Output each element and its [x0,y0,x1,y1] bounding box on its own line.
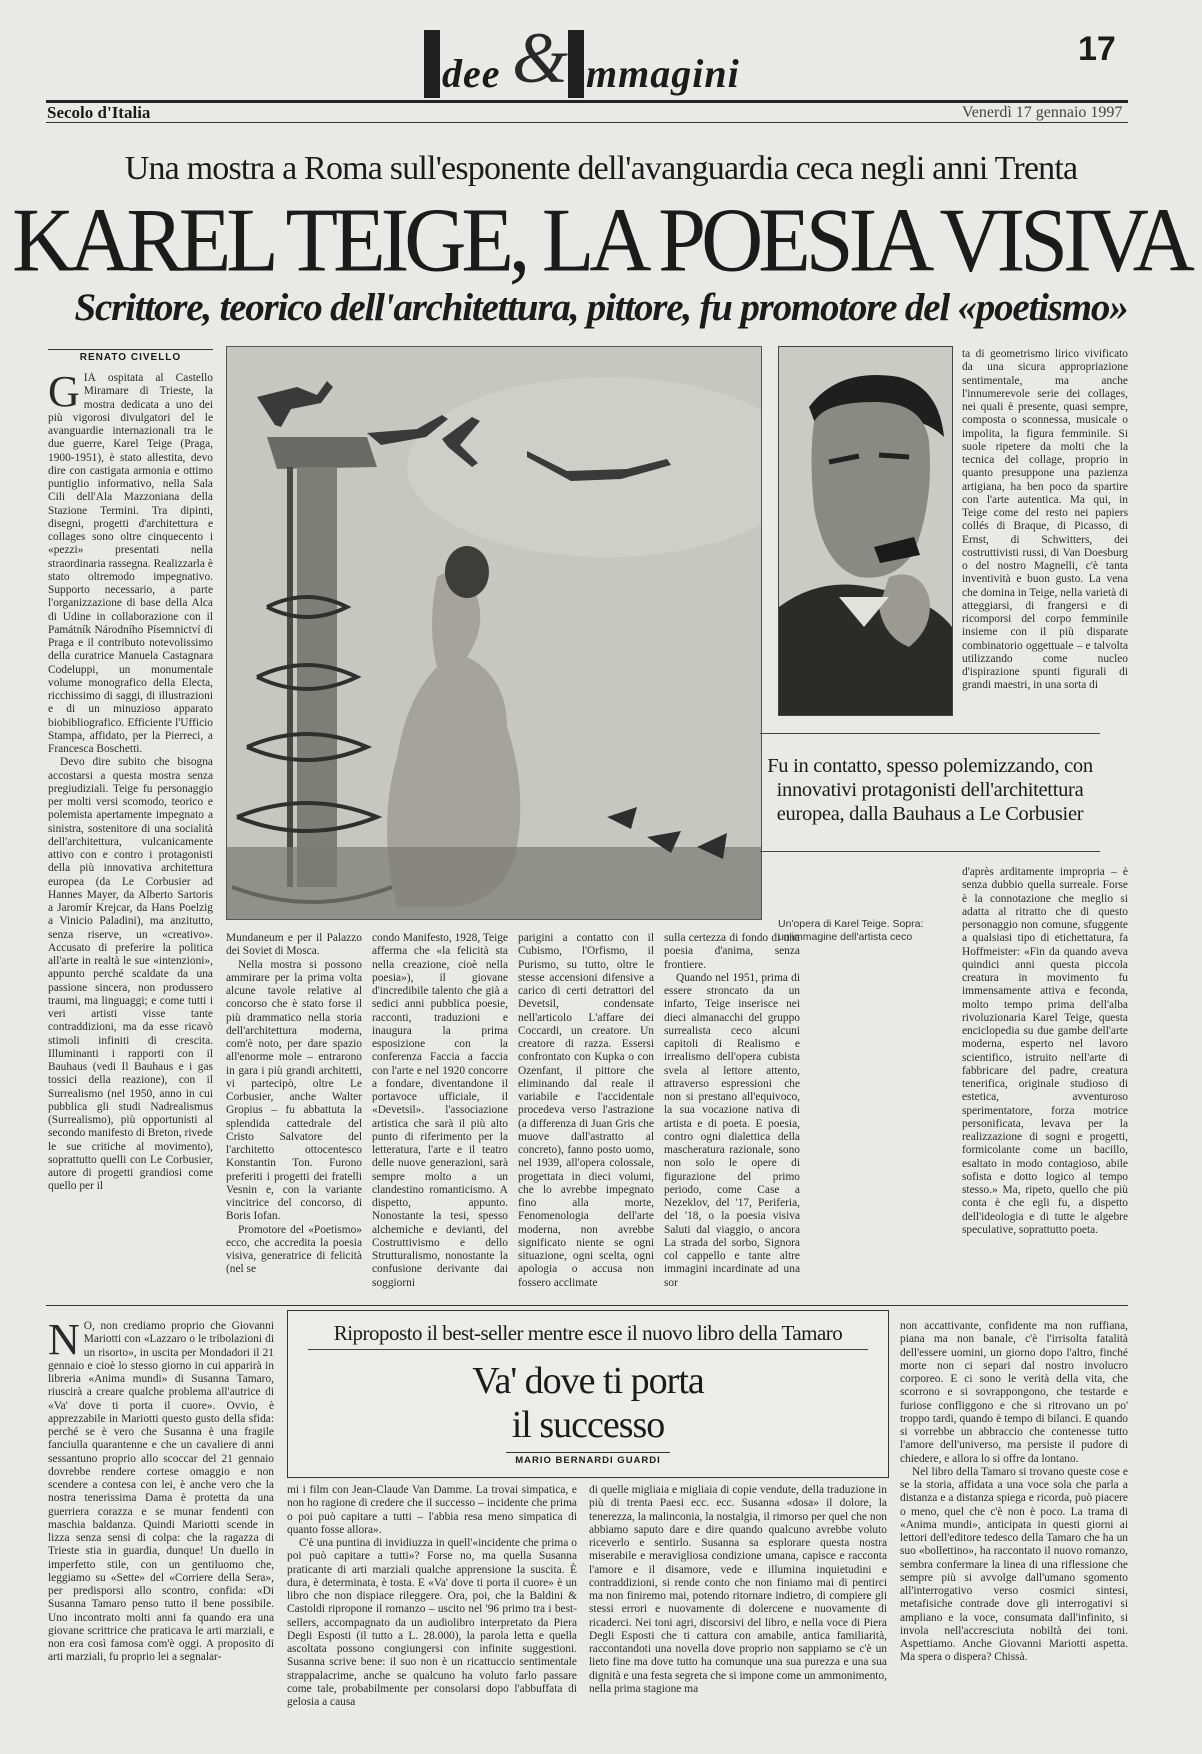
bottom-article-title-box [287,1310,889,1478]
section-ampersand: & [512,18,569,98]
image-caption: Un'opera di Karel Teige. Sopra: un'immagine dell'artista ceco [778,918,924,943]
section-title [420,20,760,100]
newspaper-name: Secolo d'Italia [47,103,151,122]
page-number: 17 [1078,30,1116,68]
masthead-rule-thin [46,122,1128,123]
article-paragraph: Mundaneum e per il Palazzo dei Soviet di Mosca. [226,932,362,958]
article-paragraph: non accattivante, confidente ma non ruffiana, piana ma non banale, c'è l'irrisolta fatalità dell'essere uomini, un giorno dopo l'altro, finché morte non ci separi dal nostro involucro corporeo. E ci sono le verità della vita, che scorrono e si sovrappongono, che testarde e furiose confliggono e che si ritrovano un po' troppo tardi, quando è tempo di bilanci. E quando si vorrebbe un abbraccio che contenesse tutto l'amore dell'universo, ma persiste il pudore di chiedere, e allora lo si offre da lontano. [900,1320,1128,1465]
section-title-bar-2 [568,30,584,98]
article-paragraph: ta di geometrismo lirico vivificato da una sicura appropriazione sentimentale, ma anche l'innumerevole serie dei collages, nei quali è presente, quasi sempre, composta o sconnessa, musicale o impolita, la figura femminile. Si suole ripetere da molti che la tecnica del collage, proprio in quanto presuppone una pazienza artigiana, ha ben poco da spartire con l'arte autentica. Ma qui, in Teige come del resto nei papiers collés di Braque, di Picasso, di Ernst, di Schwitters, dei costruttivisti russi, di Van Doesburg o del nostro Magnelli, c'è tanta inventività e buon gusto. La vena che domina in Teige, nella varietà di atteggiarsi, di frangersi e di ricomporsi del corpo femminile insieme con il più disparate combinatorio oggettuale – e talvolta utilizzando come nucleo d'ispirazione spunti figurali di grandi maestri, in una sorta di [962,348,1128,692]
collage-illustration [227,347,761,919]
bottom-article-title-line: Va' dove ti porta [472,1360,704,1402]
article-paragraph: Quando nel 1951, prima di essere stroncato da un infarto, Teige inserisce nei dieci almanacchi del gruppo surrealista ceco alcuni capitoli di Realismo e irrealismo dell'opera cubista svela al lettore attento, attraverso espressioni che non si prestano all'equivoco, la sua vocazione nativa di artista e di poeta. E poesia, contro ogni dialettica della mascheratura razionale, sono non solo le opere di figurazione del primo periodo, come Case a Nezeklov, del '17, Periferia, del '18, o la poesia visiva Saluti dal viaggio, o ancora La strada del sorbo, Signora col cappello e tante altre immagini incardinate ad una sor [664,971,800,1289]
pullquote-rule [760,851,1100,852]
section-divider [46,1305,1128,1306]
article-paragraph: condo Manifesto, 1928, Teige afferma che «la felicità sta nella creazione, cioè nella poesia»), il giovane d'incredibile talento che già a sedici anni pubblica poesie, racconti, traduzioni e inaugura la prima esposizione con la conferenza Faccia a faccia con l'arte e nel 1920 concorre a fondare, diventandone il portavoce ufficiale, il «Devetsil». l'associazione artistica che sarà il più alto punto di riferimento per la letteratura, l'arte e il teatro delle nuove generazioni, sarà sempre molto a un clandestino romanticismo. A dispetto, appunto. Nonostante la tesi, spesso alchemiche e devianti, del Costruttivismo e dello Strutturalismo, nonostante la confusione derivante dai soggiorni [372,932,508,1289]
pullquote: Fu in contatto, spesso polemizzando, con innovativi protagonisti dell'architettura europea, dalla Bauhaus a Le Corbusier [767,755,1093,825]
article-paragraph: Devo dire subito che bisogna accostarsi a questa mostra senza pregiudiziali. Teige fu personaggio per molti versi scomodo, teorico e polemista apertamente impegnato a sinistra, sostenitore di una socialità dell'architettura, vulcanicamente attivo con e contro i protagonisti della più innovativa architettura europea (da Le Corbusier ad Hannes Mayer, da Alberto Sartoris a Jaromír Krejcar, da Hans Poelzig a Vinicio Paladini), ma anzitutto, senza riserve, un «creativo». Accusato di preferire la politica all'arte in realtà le sue «intenzioni», appunto perché scaldate da una passione sincera, non produssero traumi, ma linguaggi; e come tutti i veri artisti visse tante contraddizioni, ma da esse ricavò stimoli infiniti di crescita. Illuminanti i rapporti con il Bauhaus (vedi Il Bauhaus e i gas tossici della reazione), con il Surrealismo (nel 1950, anno in cui pubblica gli studi Nadrealismus (Surrealismo), più opportunisti al secondo manifesto di Breton, rivede le sue critiche al movimento), soprattutto quelli con Le Corbusier, autore di progetti grandiosi come quello per il [48,756,213,1193]
bottom-article-kicker: Riproposto il best-seller mentre esce il nuovo libro della Tamaro [333,1321,843,1345]
article-headline: KAREL TEIGE, LA POESIA VISIVA [12,189,1190,291]
issue-date: Venerdì 17 gennaio 1997 [962,104,1123,121]
dropcap: N [48,1320,80,1364]
article-column-4 [518,932,654,1292]
bottom-article-title-line: il successo [511,1404,665,1446]
article-paragraph: di quelle migliaia e migliaia di copie vendute, della traduzione in più di trenta Paesi ecc. ecc. Susanna «dosa» il dolore, la tenerezza, la malinconia, la nostalgia, il rimorso per quel che non abbiamo saputo dare e dire quando qualcuno avrebbe voluto riceverlo e sentirlo. Susanna sa esplorare questa nostra miserabile e meravigliosa condizione umana, capisce e racconta l'amore e il disamore, vede e illumina inquietudini e contraddizioni, si rende conto che non finiamo mai di pentirci ma non finiremo mai, potendo ritornare indietro, di compiere gli stessi errori e nuovamente di dolercene e nuovamente di ricaderci. Nei toni agri, discorsivi del libro, e nella voce di Piera Degli Esposti che ti cattura con amabile, antica familiarità, raccontandoti una novella dove proprio non sappiamo se c'è un lieto fine ma dove tutto ha comunque una sua purezza e una sua dignità e una festa segreta che si impone come un ammonimento, nella prima stagione ma [589,1484,887,1695]
article-paragraph: Promotore del «Poetismo» ecco, che accredita la poesia visiva, generatrice di felicità (nel se [226,1223,362,1276]
article-column-3 [372,932,508,1292]
article-paragraph: O, non crediamo proprio che Giovanni Mariotti con «Lazzaro o le tribolazioni di un risorto», in uscita per Mondadori il 21 gennaio e cioè lo stesso giorno in cui apparirà in libreria «Anima mundi» di Susanna Tamaro, riuscirà a creare qualche problema all'autrice di «Va' dove ti porta il cuore». Ovvio, è apprezzabile in Mariotti questo gusto della sfida: perché se è vero che Susanna è una fragile fanciulla quarantenne e che un cavaliere di anni sessantuno proprio allo scoccar del 21 gennaio dovrebbe rendere cortese omaggio e non scendere a contesa con lei, è anche vero che la nostra tenerissima Dama è protetta da una guerriera corazza e se munar fendenti con maschia baldanza. Quindi Mariotti scende in lizza senza sensi di colpa: che la ragazza di Trieste stia in guardia, dunque! Un duello in imperfetto stile, con un gentiluomo che, leggiamo su «Sette» del «Corriere della Sera», per predisporsi allo scontro, confida: «Di Susanna Tamaro penso tutto il bene possibile. Uno incontrato molti anni fa quando era una giovane scrittrice che praticava le arti marziali, e non era così famosa com'è oggi. A proposito di arti marziali, fu proprio lei a segnalar- [48,1320,274,1664]
section-title-bar [424,30,440,98]
article-paragraph: sulla certezza di fondo di una poesia d'anima, senza frontiere. [664,932,800,971]
article-column-1 [48,372,213,1302]
article-column-6 [962,348,1128,714]
bottom-article-title [288,1359,888,1447]
box-rule [308,1349,868,1350]
article-paragraph: Nella mostra si possono ammirare per la prima volta alcune tavole relative al concorso che è stato forse il più drammatico nella storia dell'architettura moderna, com'è noto, per dare spazio all'enorme mole – entrarono in gara i più grandi architetti, vi partecipò, oltre Le Corbusier, anche Walter Gropius – fu abbattuta la splendida cattedrale del Cristo Salvatore del l'architetto ottocentesco Konstantin Ton. Furono preferiti i progetti dei fratelli Vesnin e, con la variante vincitrice del concorso, di Boris Iofan. [226,958,362,1223]
article-byline: RENATO CIVELLO [48,349,213,363]
article-paragraph: mi i film con Jean-Claude Van Damme. La trovai simpatica, e non ho ragione di credere che il successo – incidente che prima o poi può capitare a tutti – l'abbia resa meno simpatica di quanto fosse allora». [287,1484,577,1536]
portrait-illustration [779,347,952,715]
bottom-column-3 [589,1484,887,1746]
article-paragraph: Nel libro della Tamaro si trovano queste cose e se la storia, affidata a una voce sola che parla a distanza e a distanza spiega e ricorda, può piacere o meno, quel che c'è non è poco. La trama di «Anima mundi», anticipata in questi giorni ai lettori dell'editore tedesco della Tamaro che ha un suo «bollettino», ha raccontato il nuovo romanzo, sembra confermare la linea di una riflessione che sempre più si avvolge dall'umano sgomento all'interrogativo verso cosmici sintesi, metafisiche contrade dove gli interrogativi si ampliano e la voce, consumata dall'infinito, si invola nell'accresciuta nobiltà dei toni. Aspettiamo. Anche Giovanni Mariotti aspetta. Ma spera o dispera? Chissà. [900,1465,1128,1664]
article-column-2 [226,932,362,1292]
masthead-rule [46,100,1128,103]
article-kicker: Una mostra a Roma sull'esponente dell'avanguardia ceca negli anni Trenta [124,150,1078,187]
article-paragraph: d'après arditamente impropria – è senza dubbio quella surreale. Forse è la connotazione che meglio si adatta al ritratto che di questo personaggio non comune, sfuggente a qualsiasi tipo di etichettatura, fa Hoffmeister: «Fin da quando aveva quindici anni questa piccola creatura in movimento fu immensamente attiva e feconda, molto tempo prima dell'alba rivoluzionaria Karel Teige, questa enciclopedia su due gambe dell'arte moderna, esperto nel lavoro scientifico, istruito nell'arte di fabbricare del padre, creatura tenerifica, originale studioso di estetica, avventuroso sperimentatore, forza motrice personificata, levava per la realizzazione di sogni e progetti, formicolante come un bacillo, esaltato in modo contagioso, abile sofista e dotto logico al tempo stesso.» Ma, ripeto, quello che più conta è che egli fu, a dispetto dell'ideologia e di tutte le algebre speculative, soprattutto poeta. [962,866,1128,1236]
article-paragraph: parigini a contatto con il Cubismo, l'Orfismo, il Purismo, su tutto, oltre le stesse accensioni difensive a carico di certi detrattori del Devetsil, condensate nell'articolo L'affare dei Coccardi, un creatore. Un creatore di razza. Essersi confrontato con Kupka o con Ozenfant, il pittore che eliminando dal reale il variabile e l'accidentale procedeva verso l'astrazione (a differenza di Juan Gris che muove dall'astratto al concreto), fanno posto uomo, nel 1939, all'opera colossale, progettata in dieci volumi, che lo avrebbe impegnato fino alla morte, Fenomenologia dell'arte moderna, non avrebbe significato niente se ogni situazione, ogni scelta, ogni apologia o accusa non fossero acclimate [518,932,654,1289]
karel-teige-portrait [778,346,953,716]
dropcap: G [48,372,80,416]
bottom-article-byline: MARIO BERNARDI GUARDI [506,1452,670,1466]
article-column-6b [962,866,1128,1276]
bottom-column-1 [48,1320,274,1746]
article-paragraph: IÀ ospitata al Castello Miramare di Trieste, la mostra dedicata a uno dei più vigorosi divulgatori del le avanguardie internazionali tra le due guerre, Karel Teige (Praga, 1900-1951), è stato allestita, devo dire con castigata armonia e ottimo puntiglio informativo, nella Sala Cili dell'Ala Mazzoniana della Stazione Termini. Tra dipinti, disegni, progetti d'architettura e collages sono oltre cinquecento i «pezzi» presentati nella straordinaria rassegna. Realizzarla è stato oltremodo impegnativo. Supporto necessario, a parte l'organizzazione di base della Alca di Udine in collaborazione con il Památník Národního Písemnictví di Praga e il contributo notevolissimo della curatrice Manuela Castagnara Codeluppi, un monumentale volume monografico della Electa, ricchissimo di saggi, di illustrazioni e di un minuzioso apparato biobibliografico. Efficiente l'Ufficio Stampa, affidato, per la Pierreci, a Francesca Boschetti. [48,372,213,755]
section-word-dee: dee [442,51,501,96]
teige-collage-image [226,346,762,920]
bottom-column-4 [900,1320,1128,1746]
section-word-immagini: mmagini [586,51,740,96]
article-column-5 [664,932,800,1292]
bottom-column-2 [287,1484,577,1746]
article-subheadline: Scrittore, teorico dell'architettura, pittore, fu promotore del «poetismo» [74,286,1128,329]
pullquote-rule [760,733,1100,734]
article-paragraph: C'è una puntina di invidiuzza in quell'«incidente che prima o poi può capitare a tutti»? Forse no, ma quella Susanna praticante di arti marziali qualche apprensione la suscita. È dura, è determinata, è tosta. E «Va' dove ti porta il cuore» è un libro che non dispiace rileggere. Ora, poi, che la Baldini & Castoldi ripropone il romanzo – uscito nel '96 primo tra i best-sellers, accompagnato da un audiolibro interpretato da Piera Degli Esposti (il tutto a L. 28.000), la parola letta e quella ascoltata possono congiungersi con infinite suggestioni. Susanna scrive bene: il suo non è un ricattuccio sentimentale strappalacrime, anche se qualcuno ha voluto farlo passare come tale, probabilmente per consolarsi dopo l'abbuffata di gelosia a causa [287,1537,577,1708]
